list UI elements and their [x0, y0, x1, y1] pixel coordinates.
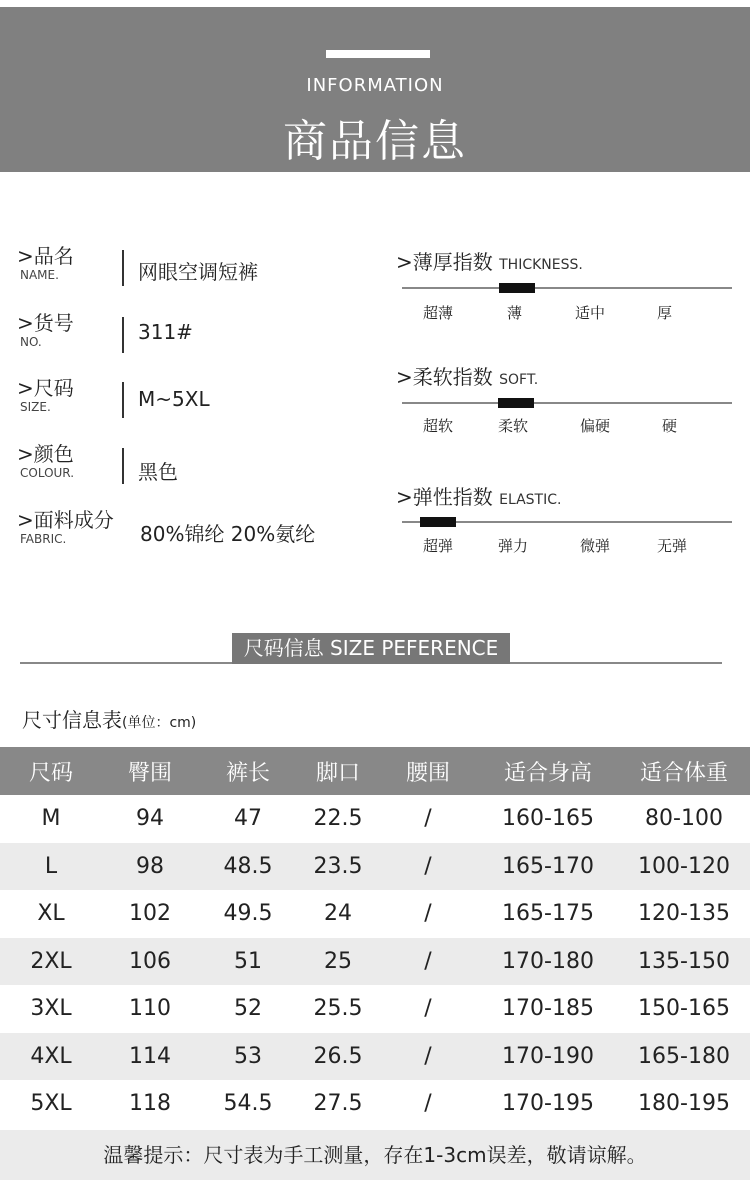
- table-cell: 25.5: [313, 996, 363, 1022]
- info-label-fabric: [17, 509, 114, 547]
- table-title-unit: (单位：cm): [122, 715, 197, 731]
- info-label-size: [17, 377, 74, 415]
- header-cell: 适合体重: [618, 747, 750, 795]
- table-title: [22, 704, 196, 733]
- index-scale-line: [402, 402, 732, 404]
- info-label-en: NAME.: [20, 268, 59, 282]
- info-label-name: [17, 245, 74, 283]
- table-row: [0, 890, 750, 938]
- info-separator: [122, 317, 124, 353]
- table-cell: L: [0, 843, 102, 891]
- index-level: 微弹: [580, 537, 611, 555]
- table-cell: 26.5: [298, 1033, 378, 1081]
- table-cell: 4XL: [0, 1033, 102, 1081]
- table-cell: 170-190: [478, 1033, 618, 1081]
- info-separator: [122, 448, 124, 484]
- table-cell: 102: [129, 901, 171, 927]
- info-label-cn: >尺码: [17, 376, 74, 400]
- table-cell: 27.5: [313, 1091, 363, 1117]
- index-title-en: SOFT.: [499, 372, 539, 388]
- table-row: [0, 985, 750, 1033]
- header-cell: 裤长: [198, 747, 298, 795]
- index-level: 柔软: [498, 417, 529, 435]
- table-title-main: 尺寸信息表: [22, 708, 122, 732]
- index-marker: [498, 398, 534, 408]
- index-title-cn: >柔软指数: [396, 365, 493, 389]
- info-label-cn: >品名: [17, 244, 74, 268]
- table-cell: 110: [129, 996, 171, 1022]
- index-level: 薄: [507, 304, 523, 322]
- table-cell: 150-165: [638, 996, 730, 1022]
- section-title: 尺码信息 SIZE PEFERENCE: [232, 633, 510, 664]
- table-cell: 80-100: [645, 806, 723, 832]
- header-cell: 腰围: [378, 747, 478, 795]
- info-value-size: M~5XL: [138, 387, 210, 411]
- table-cell: 100-120: [618, 843, 750, 891]
- table-cell: 170-195: [502, 1091, 594, 1117]
- index-scale-line: [402, 287, 732, 289]
- info-value-fabric: 80%锦纶 20%氨纶: [140, 522, 316, 546]
- table-cell: 51: [198, 938, 298, 986]
- measurement-note: 温馨提示：尺寸表为手工测量，存在1-3cm误差，敬请谅解。: [0, 1130, 750, 1180]
- info-label-colour: [17, 443, 74, 481]
- header-cell: 脚口: [298, 747, 378, 795]
- table-cell: 94: [136, 806, 164, 832]
- table-cell: 160-165: [502, 806, 594, 832]
- table-cell: 48.5: [198, 843, 298, 891]
- table-row: [0, 1033, 750, 1081]
- table-row: [0, 795, 750, 843]
- index-title: [396, 481, 561, 510]
- table-cell: 24: [324, 901, 352, 927]
- table-cell: /: [378, 938, 478, 986]
- header-en-title: INFORMATION: [306, 75, 444, 96]
- table-cell: 180-195: [638, 1091, 730, 1117]
- header-decor-bar: [326, 50, 430, 58]
- header-cell: 臀围: [102, 747, 198, 795]
- info-label-en: SIZE.: [20, 400, 51, 414]
- table-row: [0, 938, 750, 986]
- table-cell: 170-180: [478, 938, 618, 986]
- table-cell: 47: [234, 806, 262, 832]
- table-cell: 3XL: [30, 996, 72, 1022]
- table-cell: /: [424, 901, 432, 927]
- index-level: 超弹: [423, 537, 454, 555]
- table-header-row: [0, 747, 750, 795]
- index-title-cn: >弹性指数: [396, 485, 493, 509]
- index-title-en: ELASTIC.: [499, 492, 562, 508]
- info-label-en: NO.: [20, 335, 42, 349]
- table-cell: 165-180: [618, 1033, 750, 1081]
- table-cell: /: [424, 1091, 432, 1117]
- table-cell: 118: [129, 1091, 171, 1117]
- info-label-no: [17, 312, 74, 350]
- table-cell: 2XL: [0, 938, 102, 986]
- table-cell: /: [378, 1033, 478, 1081]
- table-cell: /: [424, 996, 432, 1022]
- info-label-cn: >颜色: [17, 442, 74, 466]
- table-cell: 53: [198, 1033, 298, 1081]
- index-level: 超软: [423, 417, 454, 435]
- table-cell: 49.5: [223, 901, 273, 927]
- table-cell: 52: [234, 996, 262, 1022]
- table-cell: 22.5: [313, 806, 363, 832]
- table-cell: 106: [102, 938, 198, 986]
- table-cell: 98: [102, 843, 198, 891]
- table-cell: M: [41, 806, 61, 832]
- table-cell: 54.5: [223, 1091, 273, 1117]
- index-level: 偏硬: [580, 417, 611, 435]
- index-level: 无弹: [657, 537, 688, 555]
- info-separator: [122, 250, 124, 286]
- table-cell: 5XL: [30, 1091, 72, 1117]
- header-cell: 尺码: [0, 747, 102, 795]
- header-cn-title: 商品信息: [283, 116, 467, 167]
- header-cell: 适合身高: [478, 747, 618, 795]
- index-title: [396, 361, 538, 390]
- index-marker: [499, 283, 535, 293]
- index-level: 超薄: [423, 304, 454, 322]
- index-title: [396, 246, 583, 275]
- info-separator: [122, 382, 124, 418]
- info-label-cn: >面料成分: [17, 508, 114, 532]
- table-cell: 114: [102, 1033, 198, 1081]
- table-cell: 170-185: [502, 996, 594, 1022]
- index-level: 弹力: [498, 537, 529, 555]
- table-cell: /: [378, 843, 478, 891]
- table-cell: 23.5: [298, 843, 378, 891]
- table-cell: 120-135: [638, 901, 730, 927]
- index-title-cn: >薄厚指数: [396, 250, 493, 274]
- table-cell: 135-150: [618, 938, 750, 986]
- table-cell: XL: [37, 901, 65, 927]
- index-marker: [420, 517, 456, 527]
- size-table: [0, 747, 750, 1128]
- table-cell: 165-175: [502, 901, 594, 927]
- table-row: [0, 1080, 750, 1128]
- info-value-no: 311#: [138, 320, 193, 344]
- index-level: 适中: [575, 304, 606, 322]
- info-value-name: 网眼空调短裤: [138, 260, 258, 284]
- info-label-en: COLOUR.: [20, 466, 75, 480]
- table-row: [0, 843, 750, 891]
- index-title-en: THICKNESS.: [499, 257, 583, 273]
- info-value-colour: 黑色: [138, 460, 178, 484]
- table-cell: 25: [298, 938, 378, 986]
- header-banner: [0, 7, 750, 172]
- index-level: 厚: [657, 304, 673, 322]
- info-label-cn: >货号: [17, 311, 74, 335]
- index-level: 硬: [662, 417, 678, 435]
- info-label-en: FABRIC.: [20, 532, 67, 546]
- table-cell: /: [424, 806, 432, 832]
- table-cell: 165-170: [478, 843, 618, 891]
